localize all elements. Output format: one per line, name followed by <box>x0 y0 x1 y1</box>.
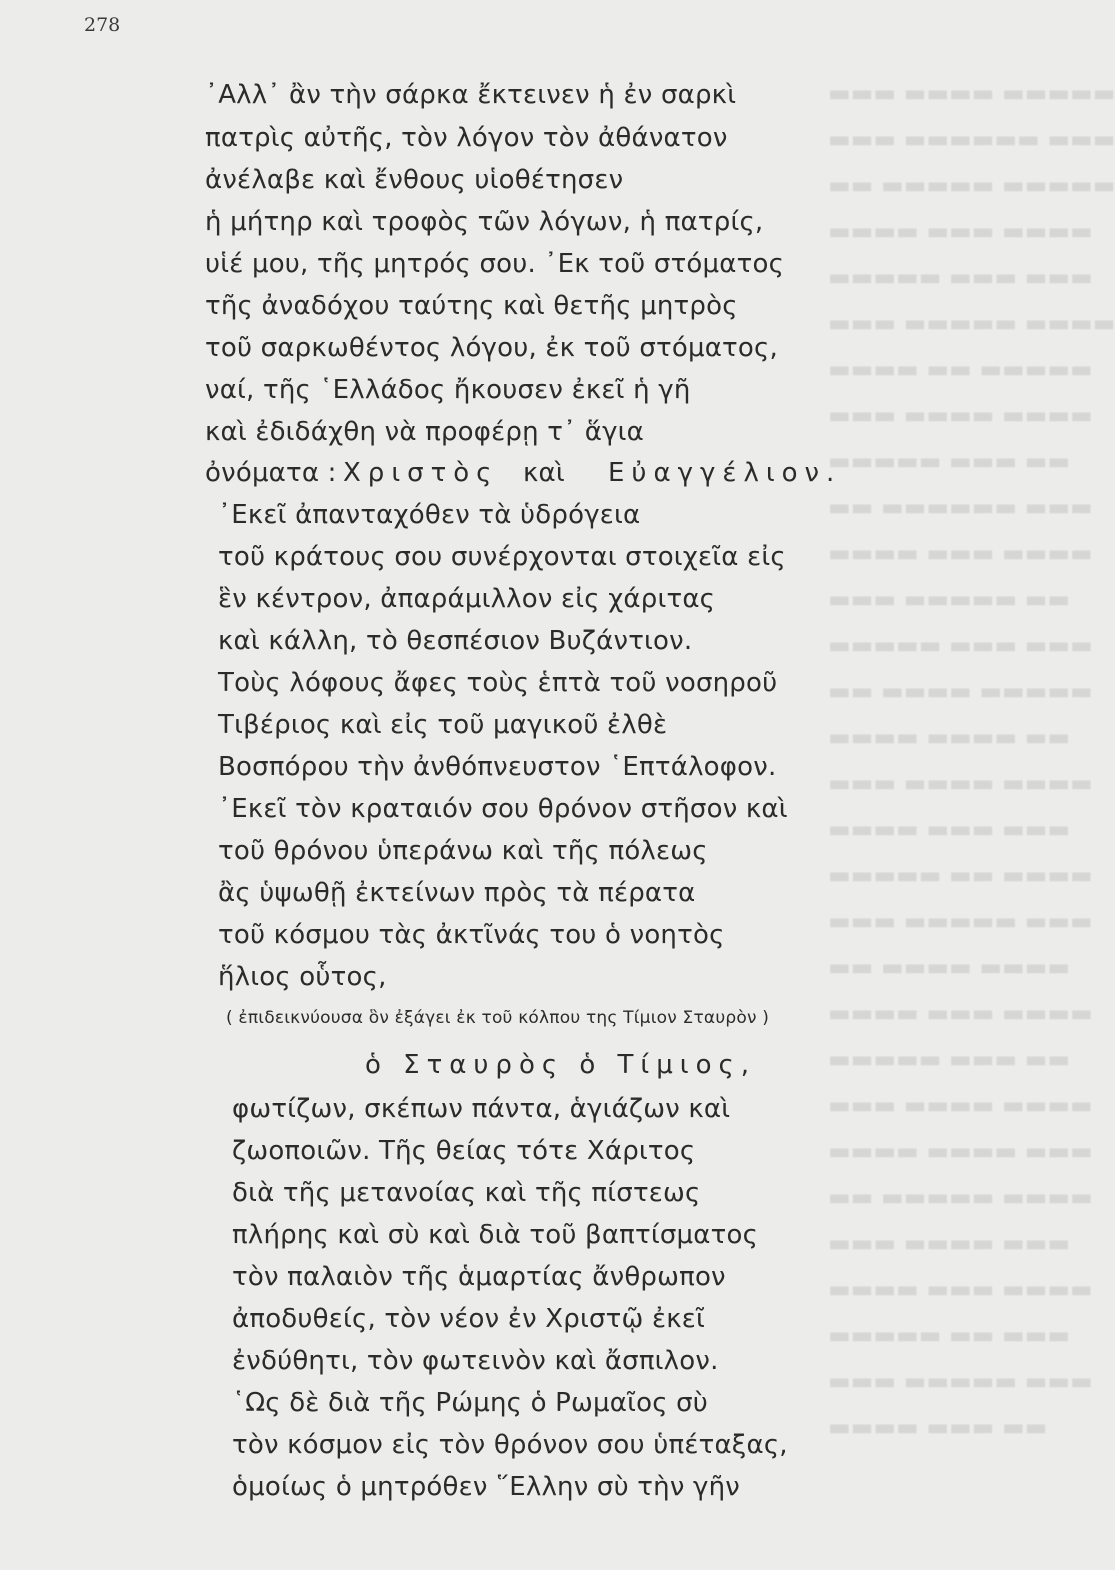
text-line: καὶ κάλλη, τὸ θεσπέσιον Βυζάντιον. <box>218 626 693 656</box>
text-line: Τοὺς λόφους ἄφες τοὺς ἑπτὰ τοῦ νοσηροῦ <box>218 668 778 698</box>
text-line: ἓν κέντρον, ἀπαράμιλλον εἰς χάριτας <box>218 584 716 614</box>
text-line: τοῦ θρόνου ὑπεράνω καὶ τῆς πόλεως <box>218 836 708 866</box>
text-line: ὁμοίως ὁ μητρόθεν ῞Ελλην σὺ τὴν γῆν <box>232 1472 741 1502</box>
text-line: τὸν κόσμον εἰς τὸν θρόνον σου ὑπέταξας, <box>232 1430 788 1460</box>
text-line: καὶ ἐδιδάχθη νὰ προφέρῃ τ᾽ ἅγια <box>205 417 645 447</box>
text-line: υἱέ μου, τῆς μητρός σου. ᾽Εκ τοῦ στόματος <box>205 249 785 279</box>
text-line: ἥλιος οὗτος, <box>218 962 387 992</box>
text-line-names-label: ὀνόματα : <box>205 458 337 488</box>
text-line: ᾽Εκεῖ ἀπανταχόθεν τὰ ὑδρόγεια <box>218 500 641 530</box>
text-line: πατρὶς αὐτῆς, τὸν λόγον τὸν ἀθάνατον <box>205 123 728 153</box>
text-line: φωτίζων, σκέπων πάντα, ἁγιάζων καὶ <box>232 1094 731 1124</box>
page-number: 278 <box>84 14 121 36</box>
text-line: Βοσπόρου τὴν ἀνθόπνευστον ῾Επτάλοφον. <box>218 752 777 782</box>
text-line: ναί, τῆς ῾Ελλάδος ἤκουσεν ἐκεῖ ἡ γῆ <box>205 375 691 405</box>
text-line: διὰ τῆς μετανοίας καὶ τῆς πίστεως <box>232 1178 701 1208</box>
text-line: ζωοποιῶν. Τῆς θείας τότε Χάριτος <box>232 1136 696 1166</box>
text-line: ῾Ως δὲ διὰ τῆς Ρώμης ὁ Ρωμαῖος σὺ <box>232 1388 709 1418</box>
text-line: Τιβέριος καὶ εἰς τοῦ μαγικοῦ ἐλθὲ <box>218 710 668 740</box>
text-line: τὸν παλαιὸν τῆς ἁμαρτίας ἄνθρωπον <box>232 1262 726 1292</box>
text-line: ἀνέλαβε καὶ ἔνθους υἱοθέτησεν <box>205 165 624 195</box>
bleed-through-texture: ▬▬▬ ▬▬▬▬ ▬▬▬▬▬ ▬▬▬ ▬▬▬▬▬▬ ▬▬▬ ▬▬ ▬▬▬▬▬ ▬▬▬▬▬ ▬▬▬▬ ▬▬▬ ▬▬▬▬ ▬▬▬▬▬ ▬▬▬ ▬▬▬ ▬▬▬ ▬▬▬▬▬ ▬▬▬▬ ▬▬▬▬ ▬▬ ▬▬▬▬▬ ▬▬▬ ▬▬▬▬ ▬▬▬▬ ▬▬▬▬▬ ▬▬▬ ▬▬ ▬▬ ▬▬▬▬▬▬ ▬▬▬ ▬▬▬▬ ▬▬▬ ▬▬▬▬ ▬▬▬ ▬▬▬▬▬ ▬▬ ▬▬▬▬▬ ▬▬▬ ▬▬▬ ▬▬ ▬▬▬▬ ▬▬▬▬▬ ▬▬▬▬ ▬▬▬▬ ▬▬ ▬▬▬ ▬▬▬▬ ▬▬▬▬ ▬▬▬▬ ▬▬▬ ▬▬▬ ▬▬▬▬▬ ▬▬ ▬▬▬▬ ▬▬▬ ▬▬▬▬▬ ▬▬▬ ▬▬ ▬▬▬▬ ▬▬▬▬ ▬▬▬▬ ▬▬▬ ▬▬▬▬ ▬▬▬▬▬ ▬▬▬ ▬▬ ▬▬▬ ▬▬▬▬ ▬▬▬▬ ▬▬▬▬ ▬▬▬▬ ▬▬▬ ▬▬ ▬▬▬▬▬ ▬▬▬▬ ▬▬▬ ▬▬▬▬ ▬▬▬ ▬▬▬▬ ▬▬▬ ▬▬▬▬ ▬▬▬▬▬ ▬▬ ▬▬▬ ▬▬▬ ▬▬▬▬▬ ▬▬▬ ▬▬▬▬ ▬▬▬ ▬▬ <box>828 79 1115 1441</box>
text-line: ἂς ὑψωθῇ ἐκτείνων πρὸς τὰ πέρατα <box>218 878 696 908</box>
text-line: ᾽Εκεῖ τὸν κραταιόν σου θρόνον στῆσον καὶ <box>218 794 788 824</box>
text-line: πλήρης καὶ σὺ καὶ διὰ τοῦ βαπτίσματος <box>232 1220 759 1250</box>
spaced-word-evangelion: Εὐαγγέλιον. <box>608 458 842 488</box>
text-line: τοῦ κόσμου τὰς ἀκτῖνάς του ὁ νοητὸς <box>218 920 725 950</box>
text-line: ἡ μήτηρ καὶ τροφὸς τῶν λόγων, ἡ πατρίς, <box>205 207 764 237</box>
text-line: ἐνδύθητι, τὸν φωτεινὸν καὶ ἄσπιλον. <box>232 1346 719 1376</box>
text-line: ἀποδυθείς, τὸν νέον ἐν Χριστῷ ἐκεῖ <box>232 1304 705 1334</box>
text-line: ᾽Αλλ᾽ ἂν τὴν σάρκα ἔκτεινεν ἡ ἐν σαρκὶ <box>205 80 737 110</box>
text-line: τοῦ σαρκωθέντος λόγου, ἐκ τοῦ στόματος, <box>205 333 778 363</box>
stage-direction: ( ἐπιδεικνύουσα ὃν ἐξάγει ἐκ τοῦ κόλπου της Τίμιον Σταυρὸν ) <box>226 1008 770 1028</box>
text-word-kai: καὶ <box>523 458 565 488</box>
text-line: τῆς ἀναδόχου ταύτης καὶ θετῆς μητρὸς <box>205 291 738 321</box>
spaced-word-christos: Χριστὸς <box>343 458 499 488</box>
spaced-line-stavros: ὁ Σταυρὸς ὁ Τίμιος, <box>365 1050 756 1080</box>
text-line: τοῦ κράτους σου συνέρχονται στοιχεῖα εἰς <box>218 542 786 572</box>
